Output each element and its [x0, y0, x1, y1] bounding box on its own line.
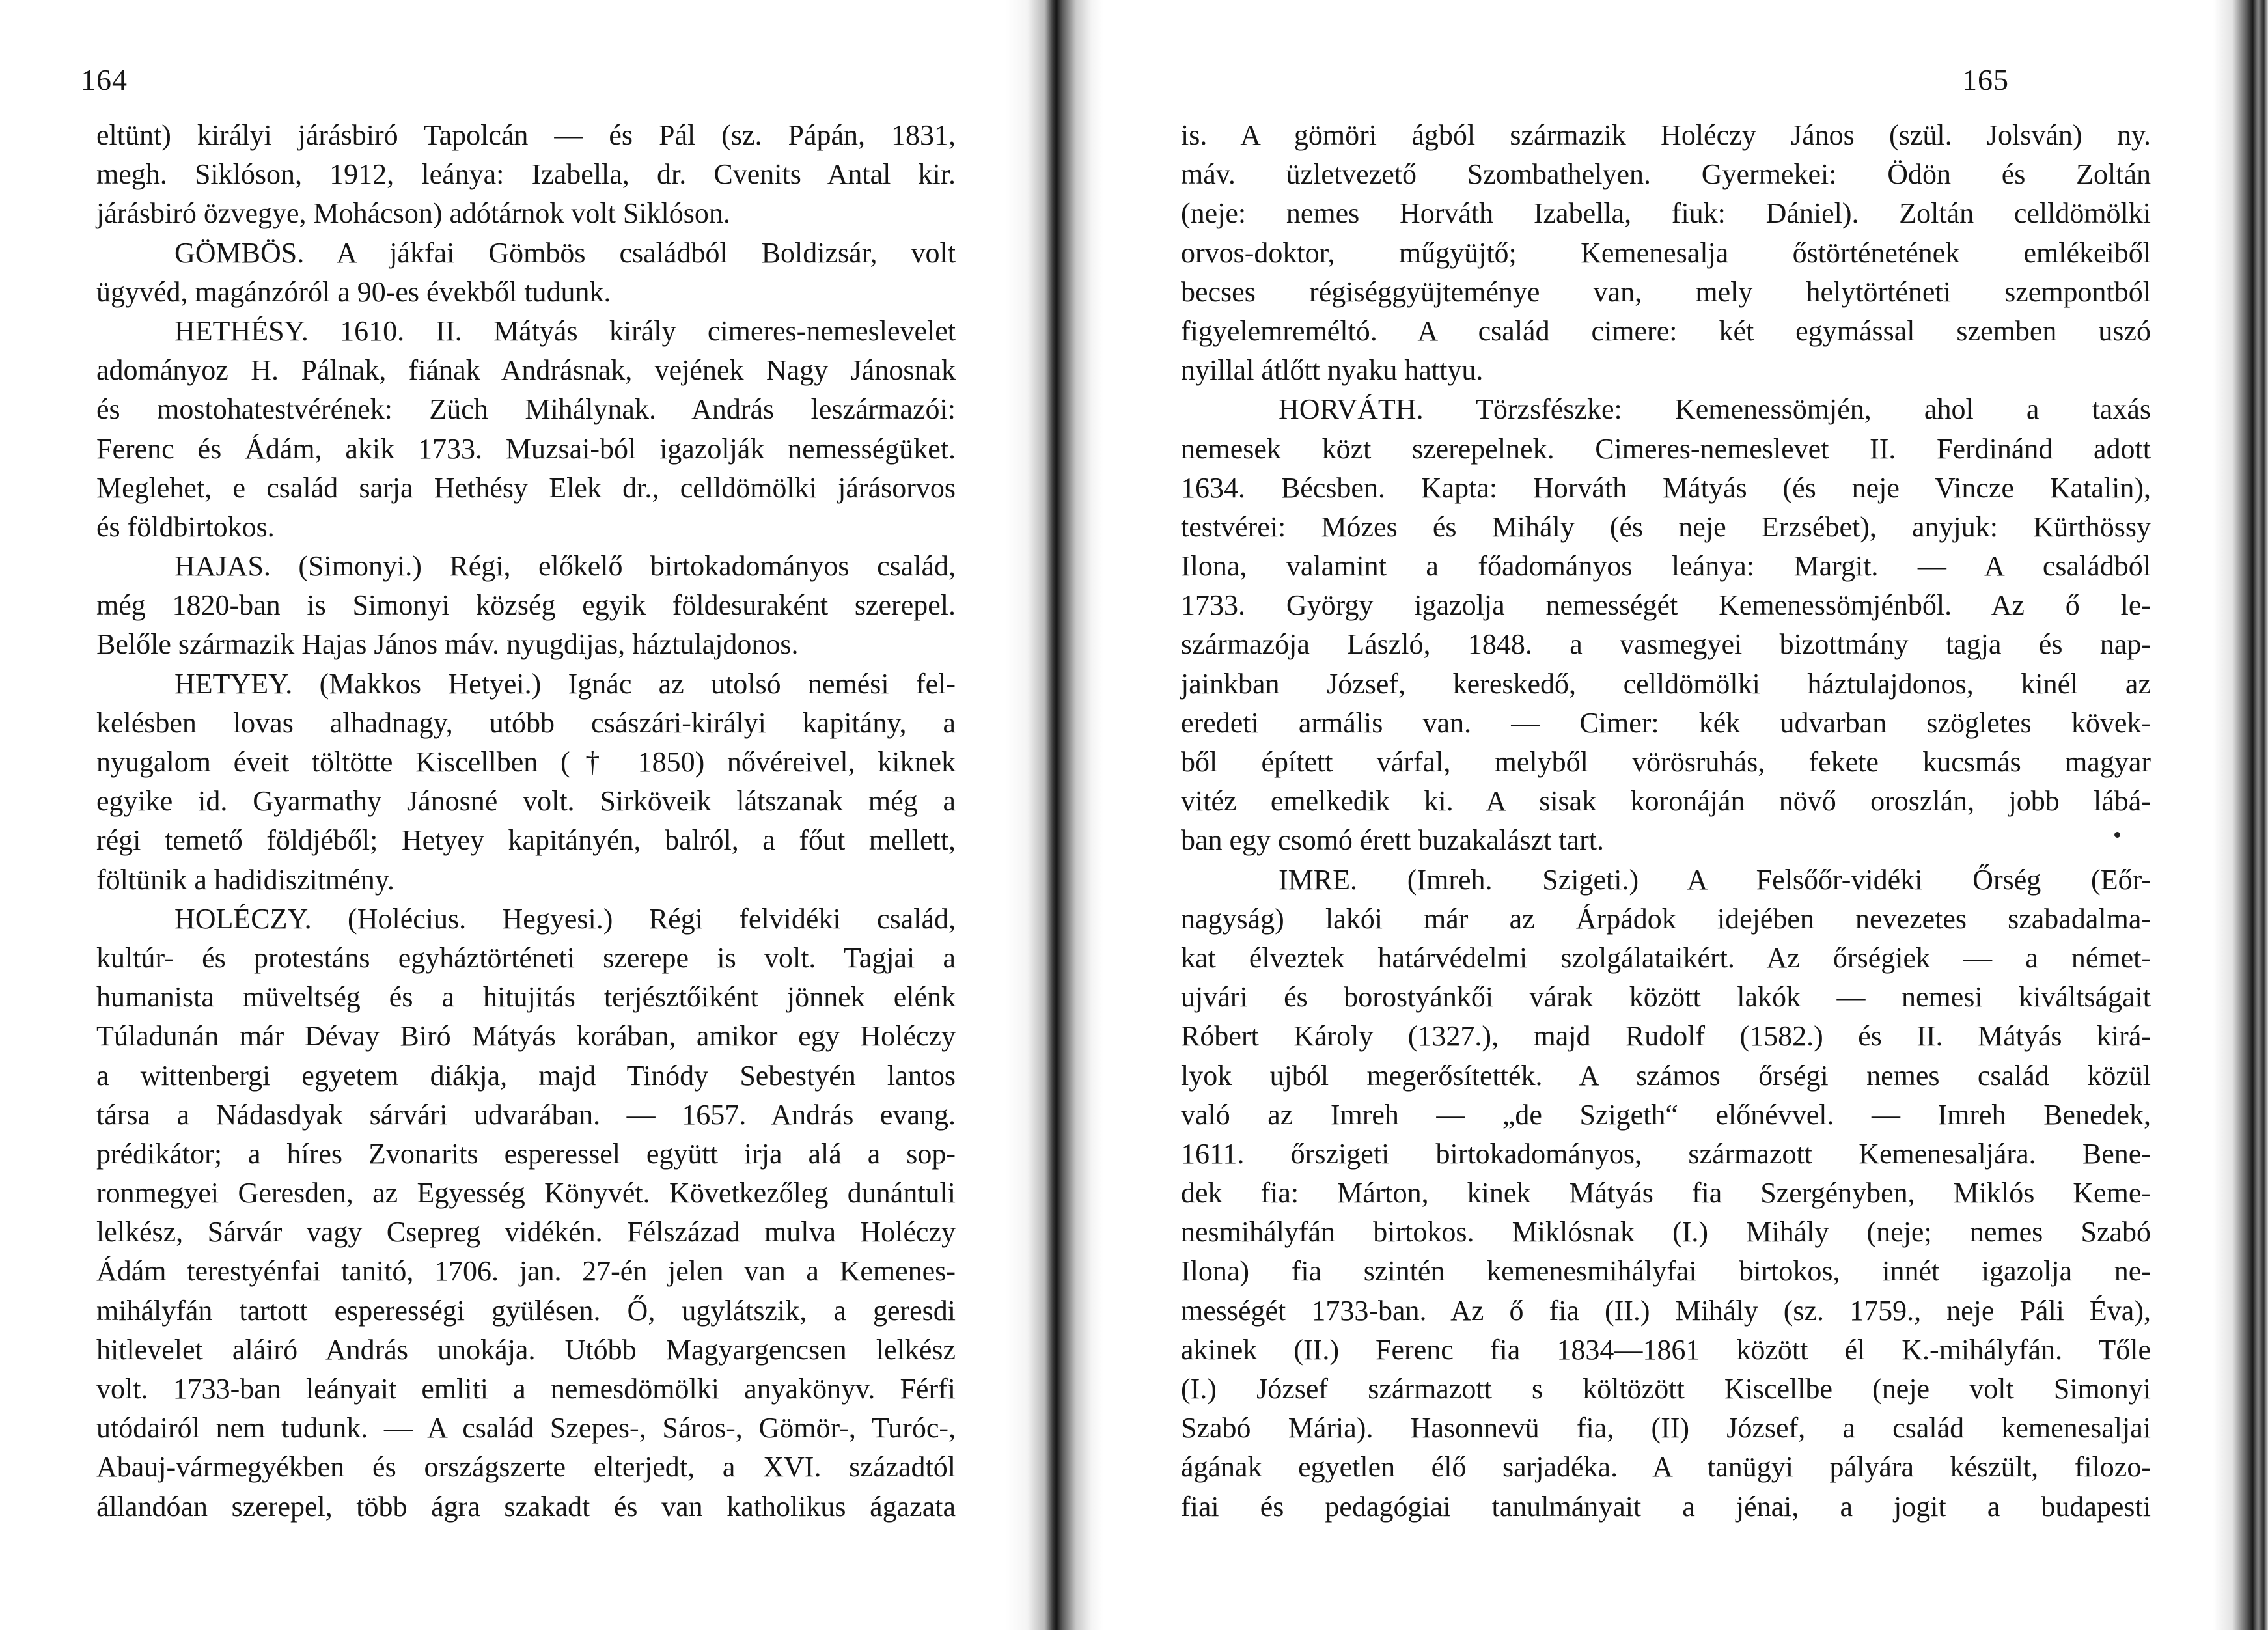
text-line: is. A gömöri ágból származik Holéczy János (szül. Jolsván) ny.: [1181, 119, 2151, 151]
text-line: fiai és pedagógiai tanulmányait a jénai, a jogit a budapesti: [1181, 1490, 2151, 1523]
text-line: (I.) József származott s költözött Kiscellbe (neje volt Simonyi: [1181, 1373, 2151, 1405]
ink-speck: [2114, 832, 2120, 838]
text-line: ágának egyetlen élő sarjadéka. A tanügyi pályára készült, filozo-: [1181, 1451, 2151, 1484]
text-line: prédikátor; a híres Zvonarits esperessel együtt irja alá a sop-: [96, 1137, 956, 1170]
text-line: HAJAS. (Simonyi.) Régi, előkelő birtokadományos család,: [174, 550, 956, 583]
text-line: testvérei: Mózes és Mihály (és neje Erzsébet), anyjuk: Kürthössy: [1181, 510, 2151, 543]
text-line: még 1820-ban is Simonyi község egyik földesuraként szerepel.: [96, 589, 956, 622]
text-line: Ilona, valamint a főadományos leánya: Margit. — A családból: [1181, 550, 2151, 583]
text-line: Ádám terestyénfai tanitó, 1706. jan. 27-én jelen van a Kemenes-: [96, 1255, 956, 1288]
text-line: ügyvéd, magánzóról a 90-es évekből tudunk.: [96, 275, 611, 308]
text-line: HOLÉCZY. (Holécius. Hegyesi.) Régi felvidéki család,: [174, 902, 956, 935]
text-line: nesmihályfán birtokos. Miklósnak (I.) Mihály (neje; nemes Szabó: [1181, 1216, 2151, 1249]
text-line: kultúr- és protestáns egyháztörténeti szerepe is volt. Tagjai a: [96, 941, 956, 974]
text-line: HORVÁTH. Törzsfészke: Kemenessömjén, ahol a taxás: [1279, 393, 2151, 426]
text-line: GÖMBÖS. A jákfai Gömbös családból Boldizsár, volt: [174, 236, 956, 269]
text-line: Szabó Mária). Hasonnevü fia, (II) József, a család kemenesaljai: [1181, 1412, 2151, 1444]
text-line: föltünik a hadidiszitmény.: [96, 863, 394, 896]
text-line: a wittenbergi egyetem diákja, majd Tinódy Sebestyén lantos: [96, 1059, 956, 1092]
text-line: társa a Nádasdyak sárvári udvarában. — 1657. András evang.: [96, 1098, 956, 1131]
text-line: adományoz H. Pálnak, fiának Andrásnak, vejének Nagy Jánosnak: [96, 354, 956, 387]
text-line: volt. 1733-ban leányait emliti a nemesdömölki anyakönyv. Férfi: [96, 1373, 956, 1405]
text-line: származója László, 1848. a vasmegyei bizottmány tagja és nap-: [1181, 628, 2151, 661]
page-number: 165: [1962, 63, 2009, 96]
text-line: HETHÉSY. 1610. II. Mátyás király cimeres-nemeslevelet: [174, 314, 956, 347]
text-line: kelésben lovas alhadnagy, utóbb császári-királyi kapitány, a: [96, 706, 956, 739]
text-line: IMRE. (Imreh. Szigeti.) A Felsőőr-vidéki Őrség (Eőr-: [1279, 863, 2151, 896]
text-line: Belőle származik Hajas János máv. nyugdijas, háztulajdonos.: [96, 628, 799, 661]
text-line: állandóan szerepel, több ágra szakadt és van katholikus ágazata: [96, 1490, 956, 1523]
text-line: Túladunán már Dévay Biró Mátyás korában, amikor egy Holéczy: [96, 1020, 956, 1053]
text-line: jainkban József, kereskedő, celldömölki háztulajdonos, kinél az: [1181, 667, 2151, 700]
text-line: akinek (II.) Ferenc fia 1834—1861 között él K.-mihályfán. Tőle: [1181, 1333, 2151, 1366]
text-line: ből épített várfal, melyből vörösruhás, fekete kucsmás magyar: [1181, 746, 2151, 778]
text-line: ronmegyei Geresden, az Egyesség Könyvét. Következőleg dunántuli: [96, 1177, 956, 1209]
left-page: [0, 0, 1006, 1630]
text-line: HETYEY. (Makkos Hetyei.) Ignác az utolsó nemési fel-: [174, 667, 956, 700]
text-line: egyike id. Gyarmathy Jánosné volt. Sirköveik látszanak még a: [96, 785, 956, 818]
text-line: Róbert Károly (1327.), majd Rudolf (1582.) és II. Mátyás kirá-: [1181, 1020, 2151, 1053]
text-line: eltünt) királyi járásbiró Tapolcán — és Pál (sz. Pápán, 1831,: [96, 119, 956, 151]
text-line: ban egy csomó érett buzakalászt tart.: [1181, 824, 1604, 857]
text-line: lyok ujból megerősítették. A számos őrségi nemes család közül: [1181, 1059, 2151, 1092]
text-line: ujvári és borostyánkői várak között lakók — nemesi kiváltságait: [1181, 981, 2151, 1014]
text-line: Ilona) fia szintén kemenesmihályfai birtokos, innét igazolja ne-: [1181, 1255, 2151, 1288]
right-page: [1103, 0, 2213, 1630]
text-line: mihályfán tartott esperességi gyülésen. Ő, ugylátszik, a geresdi: [96, 1294, 956, 1327]
text-line: vitéz emelkedik ki. A sisak koronáján növő oroszlán, jobb lábá-: [1181, 785, 2151, 818]
text-line: humanista müveltség és a hitujitás terjésztőiként jönnek elénk: [96, 981, 956, 1014]
text-line: nyillal átlőtt nyaku hattyu.: [1181, 354, 1484, 387]
book-gutter-shadow: [1006, 0, 1103, 1630]
text-line: figyelemreméltó. A család cimere: két egymással szemben uszó: [1181, 314, 2151, 347]
page-number: 164: [81, 63, 128, 96]
text-line: nyugalom éveit töltötte Kiscellben († 1850) nővéreivel, kiknek: [96, 746, 956, 778]
text-line: 1634. Bécsben. Kapta: Horváth Mátyás (és neje Vincze Katalin),: [1181, 471, 2151, 504]
text-line: 1733. György igazolja nemességét Kemenessömjénből. Az ő le-: [1181, 589, 2151, 622]
text-line: megh. Siklóson, 1912, leánya: Izabella, dr. Cvenits Antal kir.: [96, 158, 956, 191]
text-line: és földbirtokos.: [96, 510, 275, 543]
text-line: lelkész, Sárvár vagy Csepreg vidékén. Félszázad mulva Holéczy: [96, 1216, 956, 1249]
text-line: hitlevelet aláiró András unokája. Utóbb Magyargencsen lelkész: [96, 1333, 956, 1366]
text-line: dek fia: Márton, kinek Mátyás fia Szergényben, Miklós Keme-: [1181, 1177, 2151, 1209]
text-line: és mostohatestvérének: Züch Mihálynak. András leszármazói:: [96, 393, 956, 426]
text-line: utódairól nem tudunk. — A család Szepes-, Sáros-, Gömör-, Turóc-,: [96, 1412, 956, 1444]
text-line: járásbiró özvegye, Mohácson) adótárnok volt Siklóson.: [96, 197, 730, 230]
text-line: Meglehet, e család sarja Hethésy Elek dr., celldömölki járásorvos: [96, 471, 956, 504]
right-page-text: [1181, 116, 2151, 1526]
text-line: máv. üzletvezető Szombathelyen. Gyermekei: Ödön és Zoltán: [1181, 158, 2151, 191]
text-line: 1611. őrszigeti birtokadományos, származott Kemenesaljára. Bene-: [1181, 1137, 2151, 1170]
text-line: Ferenc és Ádám, akik 1733. Muzsai-ból igazolják nemességüket.: [96, 432, 956, 465]
text-line: orvos-doktor, műgyüjtő; Kemenesalja őstörténetének emlékeiből: [1181, 236, 2151, 269]
text-line: nagyság) lakói már az Árpádok idejében nevezetes szabadalma-: [1181, 902, 2151, 935]
text-line: eredeti armális van. — Cimer: kék udvarban szögletes kövek-: [1181, 706, 2151, 739]
page-edge-shadow: [2213, 0, 2268, 1630]
text-line: Abauj-vármegyékben és országszerte elterjedt, a XVI. századtól: [96, 1451, 956, 1484]
text-line: becses régiséggyüjteménye van, mely helytörténeti szempontból: [1181, 275, 2151, 308]
text-line: nemesek közt szerepelnek. Cimeres-nemeslevet II. Ferdinánd adott: [1181, 432, 2151, 465]
text-line: való az Imreh — „de Szigeth“ előnévvel. — Imreh Benedek,: [1181, 1098, 2151, 1131]
text-line: kat élveztek határvédelmi szolgálataikért. Az őrségiek — a német-: [1181, 941, 2151, 974]
text-line: (neje: nemes Horváth Izabella, fiuk: Dániel). Zoltán celldömölki: [1181, 197, 2151, 230]
left-page-text: [96, 116, 956, 1526]
text-line: régi temető földjéből; Hetyey kapitányén, balról, a főut mellett,: [96, 824, 956, 857]
text-line: mességét 1733-ban. Az ő fia (II.) Mihály (sz. 1759., neje Páli Éva),: [1181, 1294, 2151, 1327]
